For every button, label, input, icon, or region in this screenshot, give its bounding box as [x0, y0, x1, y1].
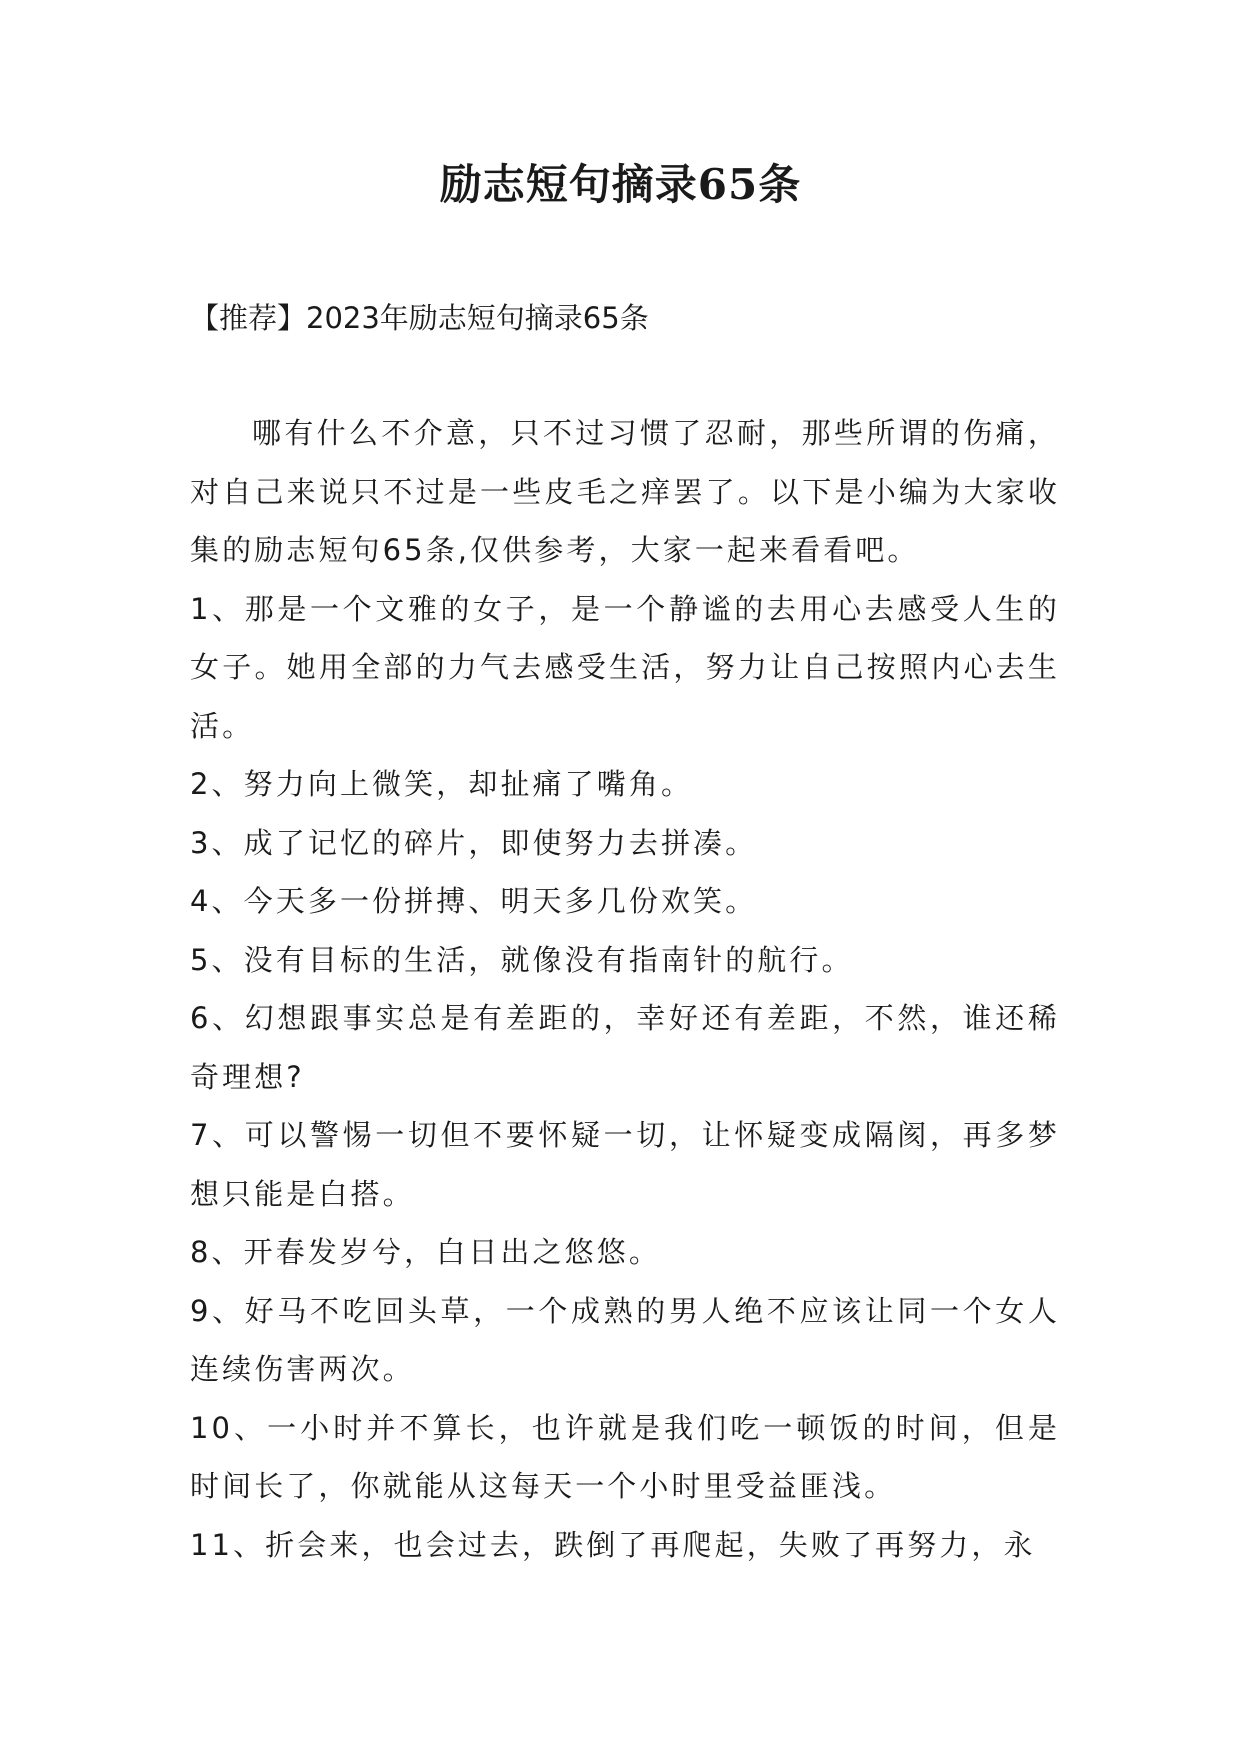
quote-item-1: 1、那是一个文雅的女子，是一个静谧的去用心去感受人生的女子。她用全部的力气去感受生活，努力让自己按照内心去生活。 [190, 591, 1060, 743]
quote-item-7: 7、可以警惕一切但不要怀疑一切，让怀疑变成隔阂，再多梦想只能是白搭。 [190, 1118, 1060, 1211]
quote-item-2: 2、努力向上微笑，却扯痛了嘴角。 [190, 767, 694, 801]
document-subtitle: 【推荐】2023年励志短句摘录65条 [190, 301, 649, 335]
quote-item-4: 4、今天多一份拼搏、明天多几份欢笑。 [190, 884, 758, 918]
quote-item-6: 6、幻想跟事实总是有差距的，幸好还有差距，不然，谁还稀奇理想? [190, 1001, 1060, 1094]
document-title: 励志短句摘录65条 [439, 160, 802, 209]
document-body [190, 404, 1060, 1574]
quote-item-9: 9、好马不吃回头草，一个成熟的男人绝不应该让同一个女人连续伤害两次。 [190, 1293, 1060, 1386]
quote-item-5: 5、没有目标的生活，就像没有指南针的航行。 [190, 942, 854, 977]
quote-item-8: 8、开春发岁兮，白日出之悠悠。 [190, 1235, 661, 1269]
quote-item-3: 3、成了记忆的碎片，即使努力去拼凑。 [190, 825, 758, 860]
quote-item-10: 10、一小时并不算长，也许就是我们吃一顿饭的时间，但是时间长了，你就能从这每天一个小时里受益匪浅。 [190, 1410, 1060, 1503]
quote-item-11: 11、折会来，也会过去，跌倒了再爬起，失败了再努力，永 [190, 1527, 1036, 1562]
intro-paragraph: 哪有什么不介意，只不过习惯了忍耐，那些所谓的伤痛，对自己来说只不过是一些皮毛之痒罢了。以下是小编为大家收集的励志短句65条,仅供参考，大家一起来看看吧。 [190, 416, 1060, 567]
